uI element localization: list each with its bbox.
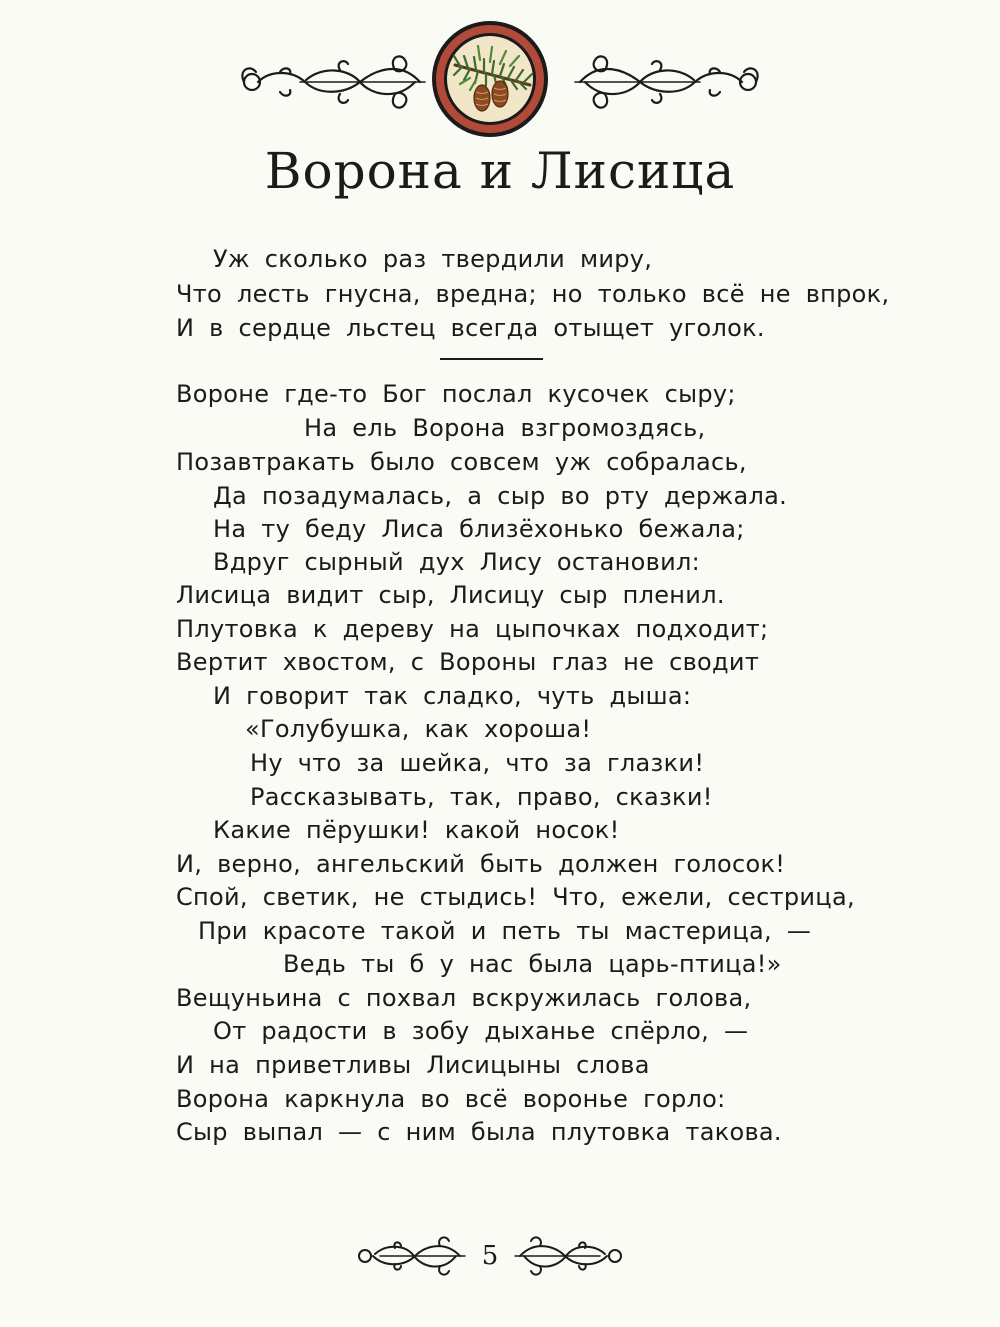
poem-line-1: Вороне где-то Бог послал кусочек сыру; <box>176 380 736 408</box>
poem-line-4: Да позадумалась, а сыр во рту держала. <box>213 482 788 510</box>
section-divider <box>440 358 543 360</box>
poem-line-19: Вещуньина с похвал вскружилась голова, <box>176 984 752 1012</box>
poem-line-18: Ведь ты б у нас была царь-птица!» <box>283 950 782 978</box>
poem-line-12: Ну что за шейка, что за глазки! <box>250 749 705 777</box>
poem-line-7: Лисица видит сыр, Лисицу сыр пленил. <box>176 581 725 609</box>
poem-line-10: И говорит так сладко, чуть дыша: <box>213 682 692 710</box>
poem-line-11: «Голубушка, как хороша! <box>245 715 592 743</box>
poem-line-20: От радости в зобу дыханье спёрло, — <box>213 1017 749 1045</box>
poem-line-21: И на приветливы Лисицыны слова <box>176 1051 650 1079</box>
poem-line-23: Сыр выпал — с ним была плутовка такова. <box>176 1118 782 1146</box>
poem-line-22: Ворона каркнула во всё воронье горло: <box>176 1085 726 1113</box>
right-footer-flourish-icon <box>515 1237 621 1274</box>
poem-line-3: Позавтракать было совсем уж собралась, <box>176 448 747 476</box>
poem-line-8: Плутовка к дереву на цыпочках подходит; <box>176 615 769 643</box>
poem-line-14: Какие пёрушки! какой носок! <box>213 816 620 844</box>
moral-line-1: Уж сколько раз твердили миру, <box>213 245 653 273</box>
poem-line-2: На ель Ворона взгромоздясь, <box>304 414 706 442</box>
header-ornament <box>0 0 1000 140</box>
poem-line-13: Рассказывать, так, право, сказки! <box>250 783 713 811</box>
poem-line-17: При красоте такой и петь ты мастерица, — <box>198 917 812 945</box>
moral-line-2: Что лесть гнусна, вредна; но только всё не впрок, <box>176 280 890 308</box>
left-footer-flourish-icon <box>359 1237 465 1274</box>
poem-line-16: Спой, светик, не стыдись! Что, ежели, сестрица, <box>176 883 855 911</box>
poem-title: Ворона и Лисица <box>264 142 736 200</box>
pine-branch-medallion-icon <box>432 21 548 137</box>
poem-line-9: Вертит хвостом, с Вороны глаз не сводит <box>176 648 760 676</box>
right-flourish-icon <box>575 56 758 107</box>
poem-line-15: И, верно, ангельский быть должен голосок! <box>176 850 786 878</box>
left-flourish-icon <box>242 56 425 107</box>
page-number: 5 <box>481 1241 499 1271</box>
moral-line-3: И в сердце льстец всегда отыщет уголок. <box>176 314 765 342</box>
poem-line-6: Вдруг сырный дух Лису остановил: <box>213 548 700 576</box>
poem-line-5: На ту беду Лиса близёхонько бежала; <box>213 515 745 543</box>
